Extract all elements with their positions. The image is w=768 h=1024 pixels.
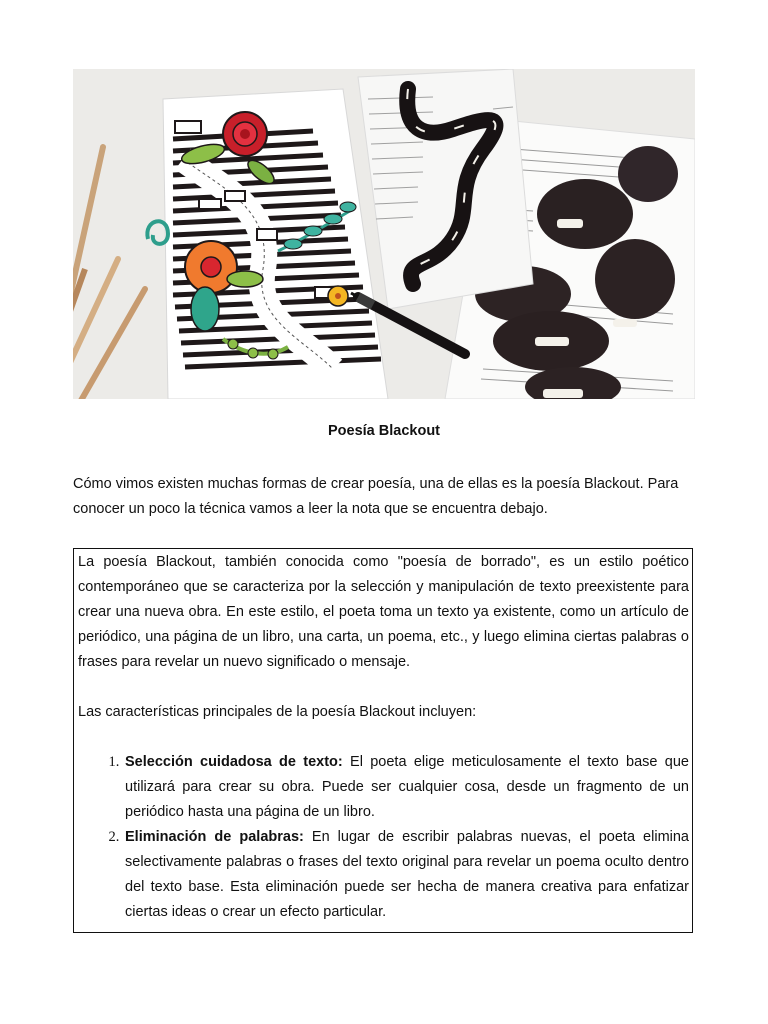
list-item-text: El poeta elige meticulosamente el texto base que utilizará para crear su obra. Puede ser cualquier cosa, desde un fragmento de un periódico hasta una página de un libro.: [125, 754, 689, 820]
list-item-text: En lugar de escribir palabras nuevas, el poeta elimina selectivamente palabras o frases del texto original para revelar un poema oculto dentro del texto base. Esta eliminación puede ser hecha de manera creativa para enfatizar ciertas ideas o crear un efecto particular.: [125, 829, 689, 920]
list-item-term: Eliminación de palabras:: [125, 829, 304, 845]
blackout-poetry-photo: [73, 69, 695, 399]
note-paragraph-definition: La poesía Blackout, también conocida como "poesía de borrado", es un estilo poético contemporáneo que se caracteriza por la selección y manipulación de texto preexistente para crear una nueva obra. En este estilo, el poeta toma un texto ya existente, como un artículo de periódico, una página de un libro, una carta, un poema, etc., y luego elimina ciertas palabras o frases para revelar un nuevo significado o mensaje.: [78, 554, 689, 670]
note-paragraph-characteristics: Las características principales de la poesía Blackout incluyen:: [78, 704, 477, 720]
paper-blackout-path: [358, 69, 533, 309]
list-item-term: Selección cuidadosa de texto:: [125, 754, 343, 770]
characteristics-list: [78, 750, 689, 925]
list-item: [123, 750, 689, 825]
list-item: [123, 825, 689, 925]
note-box: [73, 548, 693, 933]
document-title: Poesía Blackout: [327, 423, 440, 439]
intro-paragraph: Cómo vimos existen muchas formas de crear poesía, una de ellas es la poesía Blackout. Para conocer un poco la técnica vamos a leer la nota que se encuentra debajo.: [73, 476, 679, 517]
